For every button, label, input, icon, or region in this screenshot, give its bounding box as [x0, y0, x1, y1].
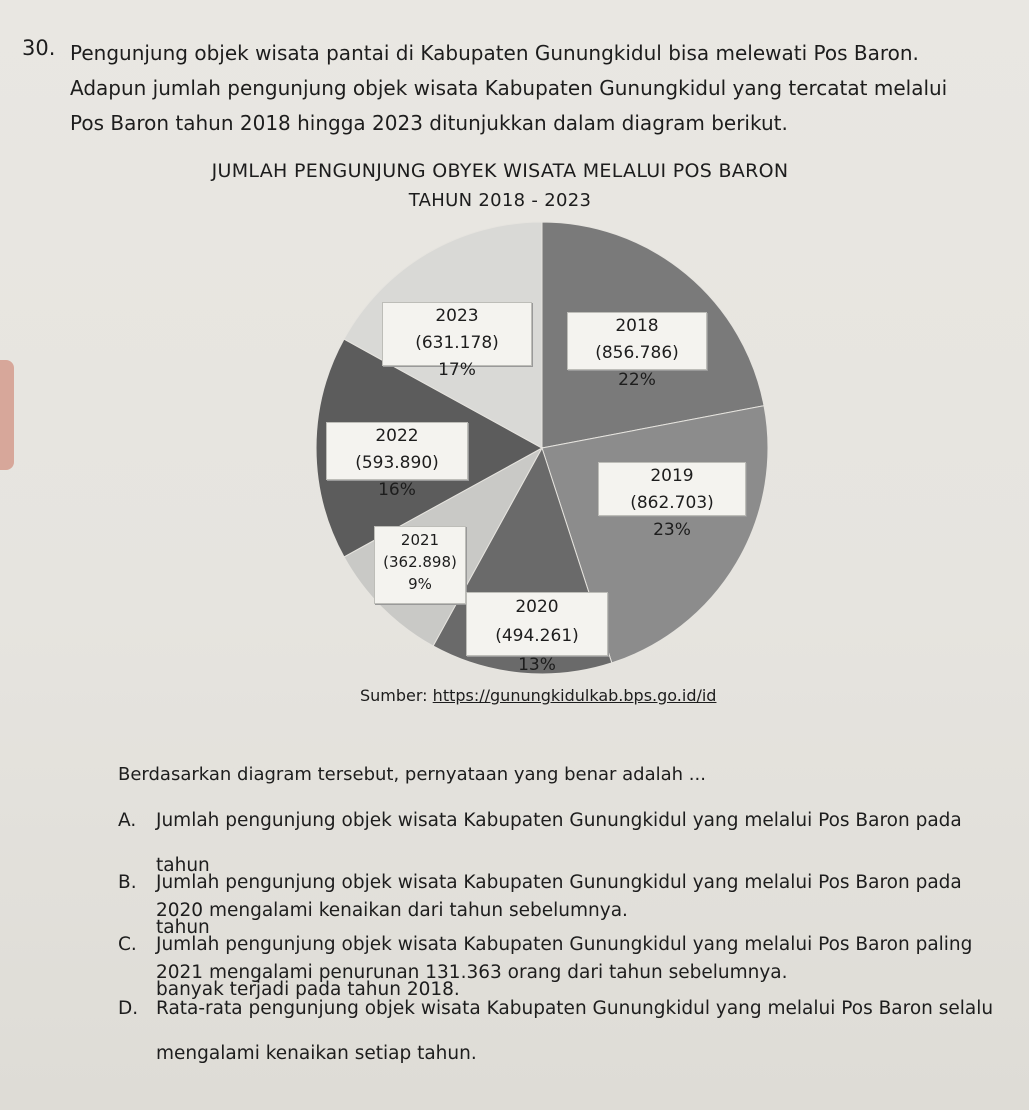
option-letter: B.: [118, 872, 137, 893]
option-text: Jumlah pengunjung objek wisata Kabupaten Gunungkidul yang melalui Pos Baron pada tahun 2021 mengalami penurunan 131.363 orang dari tahun sebelumnya.: [156, 872, 962, 983]
label-2020: 2020 (494.261) 13%: [466, 592, 608, 656]
label-2023: 2023 (631.178) 17%: [382, 302, 532, 366]
label-2021: 2021 (362.898) 9%: [374, 526, 466, 604]
chart-source: [360, 686, 716, 705]
label-2022: 2022 (593.890) 16%: [326, 422, 468, 480]
option-letter: C.: [118, 934, 137, 955]
chart-subtitle: TAHUN 2018 - 2023: [408, 190, 592, 211]
question-intro: Pengunjung objek wisata pantai di Kabupaten Gunungkidul bisa melewati Pos Baron. Adapun jumlah pengunjung objek wisata Kabupaten Gunungkidul yang tercatat melalui Pos Baron tahun 2018 hingga 2023 ditunjukkan dalam diagram berikut.: [70, 41, 948, 135]
option-text: Jumlah pengunjung objek wisata Kabupaten Gunungkidul yang melalui Pos Baron pada tahun 2020 mengalami kenaikan dari tahun sebelumnya.: [156, 810, 962, 921]
question-number: 30.: [22, 36, 56, 60]
option-letter: D.: [118, 998, 139, 1019]
option-d[interactable]: [118, 986, 998, 1076]
source-link[interactable]: https://gunungkidulkab.bps.go.id/id: [432, 686, 717, 705]
chart-title: JUMLAH PENGUNJUNG OBYEK WISATA MELALUI POS BARON: [211, 160, 789, 182]
option-text: Rata-rata pengunjung objek wisata Kabupaten Gunungkidul yang melalui Pos Baron selalu mengalami kenaikan setiap tahun.: [156, 998, 994, 1064]
question-prompt: Berdasarkan diagram tersebut, pernyataan yang benar adalah ...: [118, 764, 706, 785]
option-text: Jumlah pengunjung objek wisata Kabupaten Gunungkidul yang melalui Pos Baron paling banyak terjadi pada tahun 2018.: [156, 934, 973, 1000]
label-2018: 2018 (856.786) 22%: [567, 312, 707, 370]
label-2019: 2019 (862.703) 23%: [598, 462, 746, 516]
source-label: Sumber:: [360, 686, 428, 705]
option-letter: A.: [118, 810, 137, 831]
